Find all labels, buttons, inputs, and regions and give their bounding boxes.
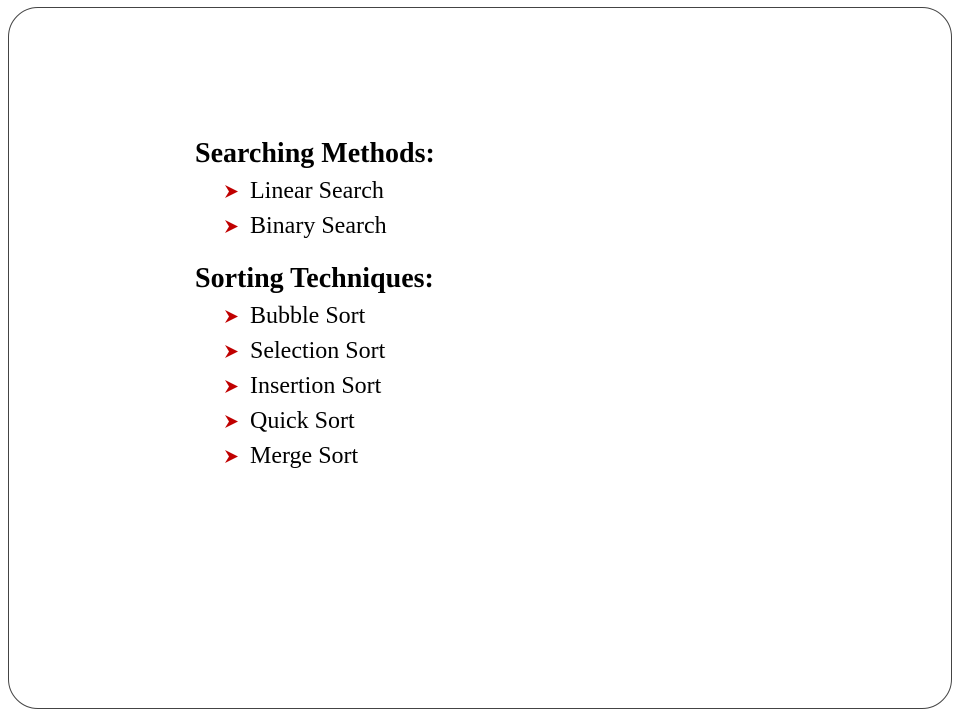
list-item-label: Quick Sort bbox=[250, 408, 355, 434]
arrowhead-bullet-icon bbox=[224, 414, 239, 429]
list-item bbox=[224, 299, 435, 334]
section-heading: Searching Methods: bbox=[195, 138, 435, 169]
arrowhead-bullet-icon bbox=[224, 379, 239, 394]
list-item-label: Insertion Sort bbox=[250, 373, 382, 399]
list-item bbox=[224, 334, 435, 369]
list-item-label: Binary Search bbox=[250, 213, 387, 239]
bullet-list bbox=[195, 174, 435, 244]
sorting-techniques-section bbox=[195, 259, 435, 474]
list-item-label: Merge Sort bbox=[250, 443, 359, 469]
list-item-label: Bubble Sort bbox=[250, 303, 366, 329]
list-item-label: Linear Search bbox=[250, 178, 384, 204]
searching-methods-section bbox=[195, 134, 435, 244]
slide-content bbox=[195, 134, 435, 474]
arrowhead-bullet-icon bbox=[224, 219, 239, 234]
list-item bbox=[224, 404, 435, 439]
list-item bbox=[224, 174, 435, 209]
list-item-label: Selection Sort bbox=[250, 338, 386, 364]
list-item bbox=[224, 369, 435, 404]
arrowhead-bullet-icon bbox=[224, 184, 239, 199]
slide-frame bbox=[8, 7, 952, 709]
list-item bbox=[224, 209, 435, 244]
arrowhead-bullet-icon bbox=[224, 344, 239, 359]
arrowhead-bullet-icon bbox=[224, 309, 239, 324]
arrowhead-bullet-icon bbox=[224, 449, 239, 464]
section-heading: Sorting Techniques: bbox=[195, 263, 434, 294]
bullet-list bbox=[195, 299, 435, 474]
list-item bbox=[224, 439, 435, 474]
